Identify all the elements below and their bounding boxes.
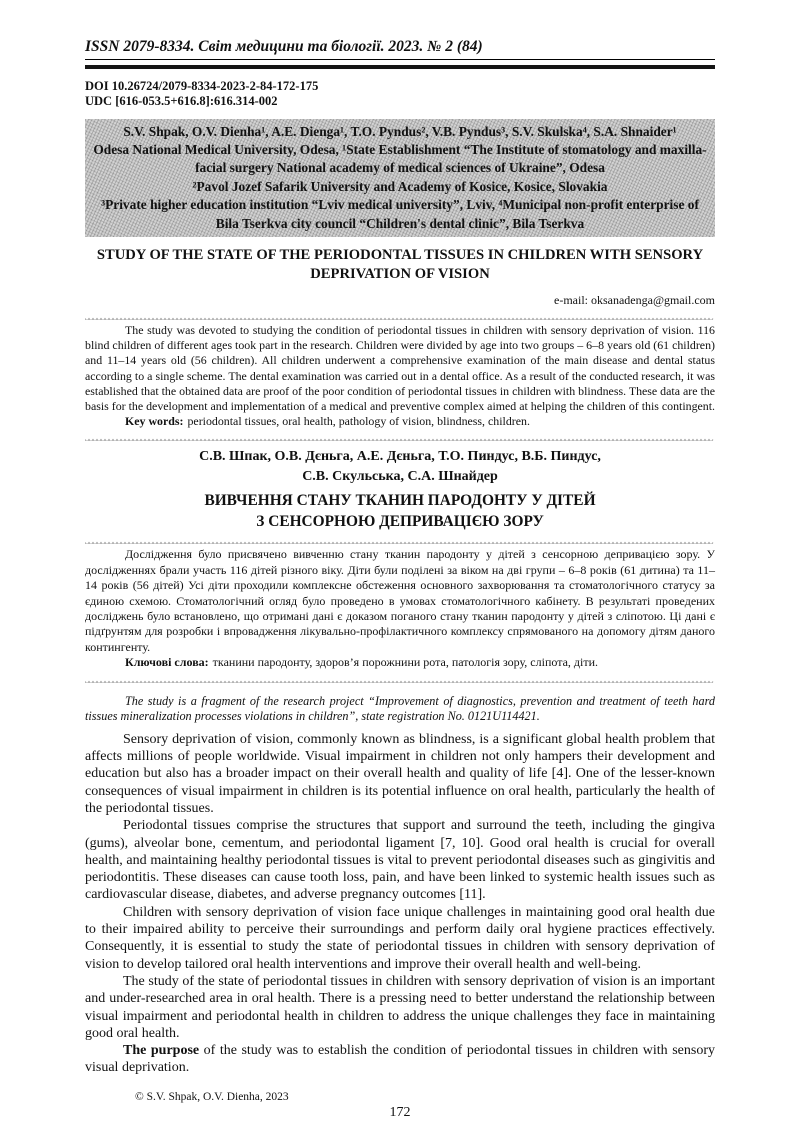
doi-udc-block <box>85 79 715 110</box>
purpose-paragraph <box>85 1042 715 1077</box>
affiliation-line-3: ³Private higher education institution “Lviv medical university”, Lviv, ⁴Municipal non-profit enterprise of Bila Tserkva city council “Children's dental clinic”, Bila Tserkva <box>101 197 699 231</box>
research-project-note: The study is a fragment of the research project “Improvement of diagnostics, prevention and treatment of teeth hard tissues mineralization processes violations in children”, state registration No. 0121U114421. <box>85 693 715 724</box>
authors-block-ua <box>85 447 715 486</box>
purpose-label: The purpose <box>123 1043 200 1059</box>
keywords-en-text: periodontal tissues, oral health, pathology of vision, blindness, children. <box>187 414 530 429</box>
doi-line: DOI 10.26724/2079-8334-2023-2-84-172-175 <box>85 78 319 93</box>
authors-ua-line-1: С.В. Шпак, О.В. Дєньга, А.Е. Дєньга, Т.О. Пиндус, В.Б. Пиндус, <box>199 449 601 465</box>
authors-line-en: S.V. Shpak, O.V. Dienha¹, A.E. Dienga¹, T.O. Pyndus², V.B. Pyndus³, S.V. Skulska⁴, S.A. Shnaider¹ <box>123 123 677 139</box>
contact-email: e-mail: oksanadenga@gmail.com <box>554 292 715 307</box>
article-title-ua <box>85 490 715 532</box>
title-ua-line-2: З СЕНСОРНОЮ ДЕПРИВАЦІЄЮ ЗОРУ <box>256 513 544 531</box>
title-ua-line-1: ВИВЧЕННЯ СТАНУ ТКАНИН ПАРОДОНТУ У ДІТЕЙ <box>204 492 596 510</box>
page-number: 172 <box>389 1104 411 1120</box>
udc-line: UDC [616-053.5+616.8]:616.314-002 <box>85 94 278 108</box>
body-paragraph: Periodontal tissues comprise the structures that support and surround the teeth, including the gingiva (gums), alveolar bone, cementum, and periodontal ligament [7, 10]. Good oral health is crucial for overall health, and maintaining healthy periodontal tissues is vital to prevent periodontal diseases such as gingivitis and periodontitis. These diseases can cause tooth loss, pain, and have been linked to systemic health issues such as cardiovascular disease, diabetes, and adverse pregnancy outcomes [11]. <box>85 818 715 903</box>
body-paragraph: Children with sensory deprivation of vision face unique challenges in maintaining good oral health due to their impaired ability to perceive their surroundings and perform daily oral hygiene practices effectively. Consequently, it is essential to study the state of periodontal tissues in children with sensory deprivation of vision to develop tailored oral health interventions and improve their overall health and well-being. <box>85 904 715 972</box>
abstract-ua <box>85 547 715 670</box>
zigzag-divider <box>85 312 715 320</box>
article-title-en: STUDY OF THE STATE OF THE PERIODONTAL TISSUES IN CHILDREN WITH SENSORY DEPRIVATION OF VISION <box>96 246 704 282</box>
zigzag-divider <box>85 675 715 683</box>
page-footer <box>85 1091 715 1121</box>
zigzag-divider <box>85 536 715 544</box>
purpose-text: of the study was to establish the condition of periodontal tissues in children with sensory visual deprivation. <box>85 1043 715 1076</box>
authors-affiliations-block-en <box>85 119 715 237</box>
authors-ua-line-2: С.В. Скульська, С.А. Шнайдер <box>302 468 498 484</box>
abstract-ua-text: Дослідження було присвячено вивченню стану тканин пародонту у дітей з сенсорною депривацією зору. У дослідженнях брали участь 116 дітей різного віку. Діти були поділені за віком на дві групи – 6–8 років (61 дитина) та 11–14 років (56 дітей) Усі діти проходили комплексне обстеження основного захворювання та стоматологічного статусу за єдиною схемою. Стоматологічний огляд було проведено в умовах стоматологічного кабінету. В результаті проведених досліджень було встановлено, що отримані дані є доказом поганого стану тканин пародонту у дітей з сліпотою. Ці дані є підґрунтям для розробки і впровадження лікувально-профілактичного комплексу спрямованого на допомогу дітям даного контингенту. <box>85 547 715 654</box>
copyright-line: © S.V. Shpak, O.V. Dienha, 2023 <box>135 1090 289 1103</box>
abstract-en <box>85 323 715 429</box>
keywords-en-label: Key words: <box>125 414 184 429</box>
keywords-en-line <box>85 414 715 429</box>
header-rule <box>85 65 715 69</box>
abstract-en-text: The study was devoted to studying the condition of periodontal tissues in children with sensory deprivation of vision. 116 blind children of different ages took part in the research. Children were divided by age into two groups – 6–8 years old (61 children) and 11–14 years old (56 children). All children underwent a comprehensive examination of the main disease and dental status according to a single scheme. The dental examination was carried out in a dental office. As a result of the conducted research, it was established that the obtained data are proof of the poor condition of periodontal tissues in children with blindness. These data are the basis for the development and implementation of a medical and preventive complex aimed at helping the children of this contingent. <box>85 322 716 413</box>
body-paragraph: Sensory deprivation of vision, commonly known as blindness, is a significant global health problem that affects millions of people worldwide. Visual impairment in children not only hampers their development and education but also has a broader impact on their overall health and quality of life [4]. One of the lesser-known consequences of visual impairment in children is its potential influence on oral health, particularly the health of the periodontal tissues. <box>85 731 715 816</box>
affiliation-line-2: ²Pavol Jozef Safarik University and Academy of Kosice, Kosice, Slovakia <box>192 178 608 194</box>
keywords-ua-line <box>85 655 715 670</box>
affiliation-line-1: Odesa National Medical University, Odesa, ¹State Establishment “The Institute of stomatology and maxilla-facial surgery National academy of medical sciences of Ukraine”, Odesa <box>93 141 707 176</box>
body-paragraph: The study of the state of periodontal tissues in children with sensory deprivation of vision is an important and under-researched area in oral health. There is a pressing need to better understand the relationship between visual impairment and periodontal health in children to address the unique challenges they face in maintaining good oral health. <box>85 973 715 1041</box>
keywords-ua-label: Ключові слова: <box>125 655 209 670</box>
article-body <box>85 731 715 1077</box>
zigzag-divider <box>85 433 715 441</box>
journal-page <box>85 38 715 1121</box>
keywords-ua-text: тканини пародонту, здоров’я порожнини рота, патологія зору, сліпота, діти. <box>212 655 599 670</box>
journal-issn-header: ISSN 2079-8334. Світ медицини та біології. 2023. № 2 (84) <box>85 38 715 60</box>
